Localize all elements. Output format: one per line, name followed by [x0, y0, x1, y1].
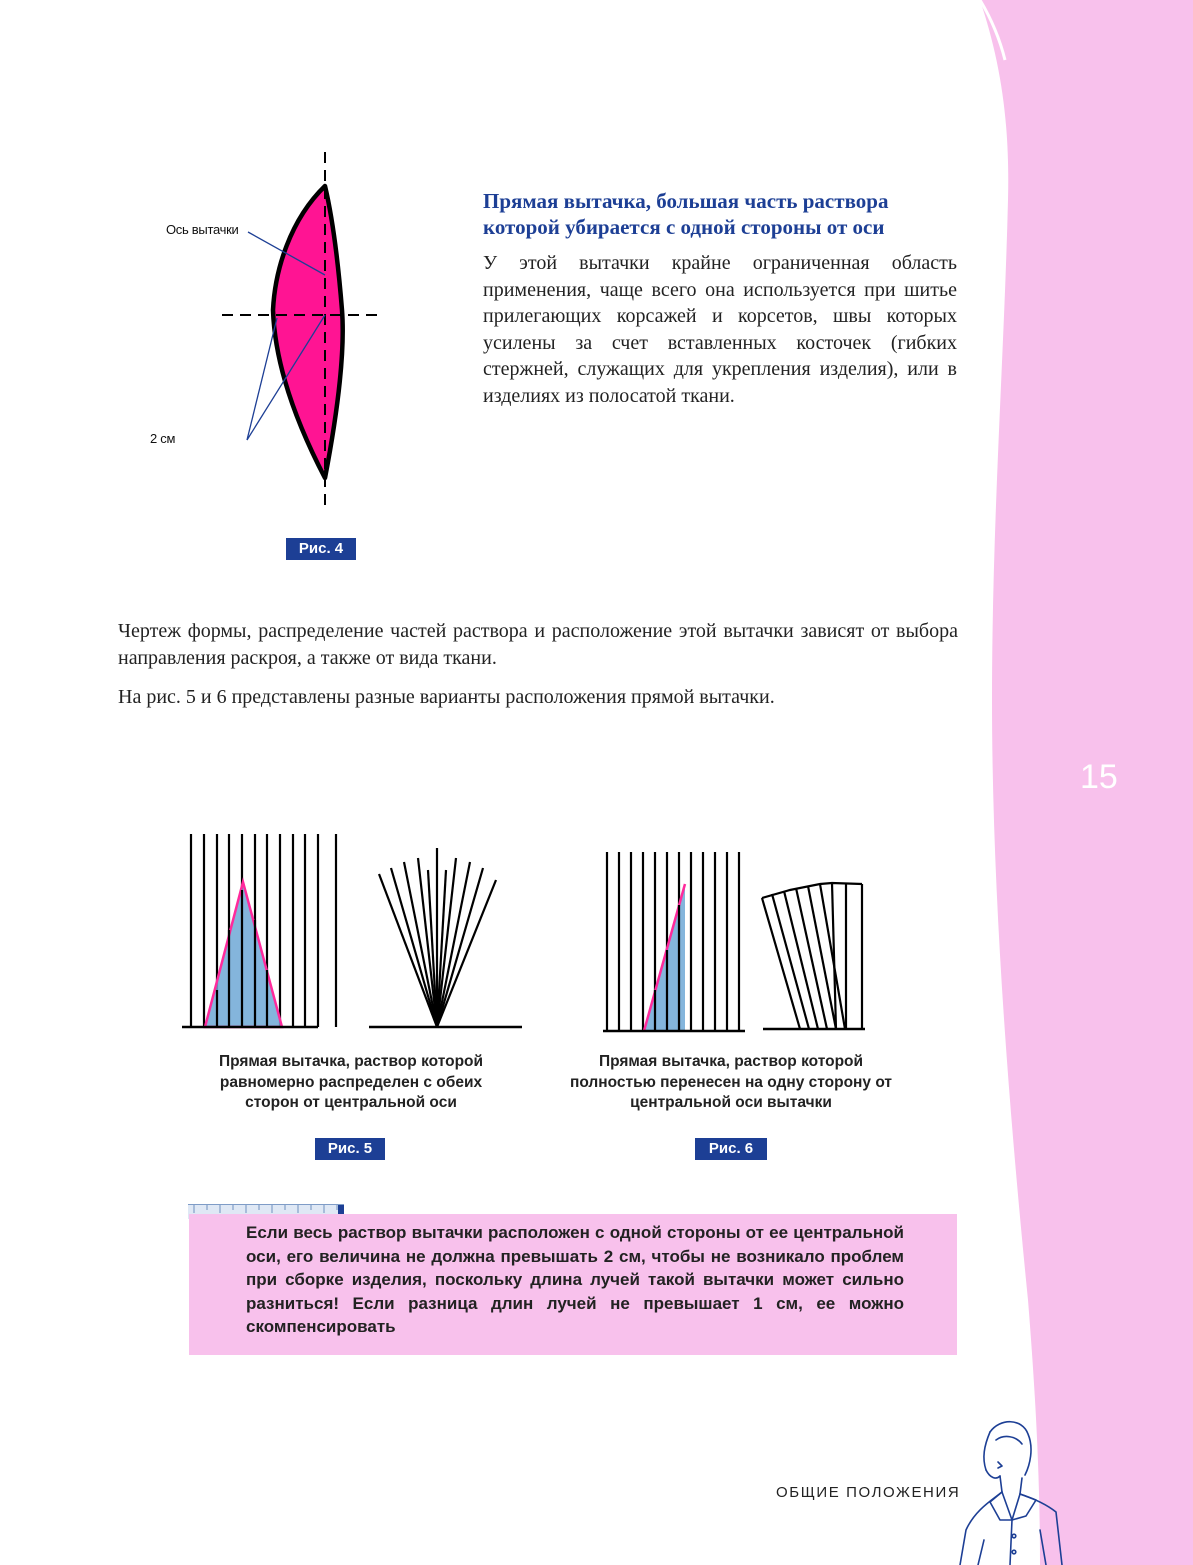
size-label: 2 см: [150, 431, 176, 446]
figure-6-drawing: [600, 845, 870, 1035]
figure-5-drawing: [180, 830, 525, 1030]
figure-4-dart-drawing: [140, 150, 400, 510]
section-body: У этой вытачки крайне ограниченная область применения, чаще всего она используется при шитье прилегающих корсажей и корсетов, швы которых усилены за счет вставленных косточек (гибких стержней, служащих для укрепления изделия), или в изделиях из полосатой ткани.: [483, 252, 957, 407]
figure-5-caption: Прямая вытачка, раствор которой равномерно распределен с обеих сторон от центральной оси: [218, 1053, 484, 1111]
axis-label: Ось вытачки: [166, 222, 239, 237]
page-number: 15: [1080, 758, 1118, 796]
section-title: Прямая вытачка, большая часть раствора которой убирается с одной стороны от оси: [483, 189, 889, 239]
paragraph-1: Чертеж формы, распределение частей раствора и расположение этой вытачки зависят от выбора направления раскроя, а также от вида ткани.: [118, 620, 958, 669]
figure-4-badge: Рис. 4: [286, 538, 356, 560]
footer-section-label: ОБЩИЕ ПОЛОЖЕНИЯ: [776, 1484, 961, 1501]
figure-6-caption: Прямая вытачка, раствор которой полностью перенесен на одну сторону от центральной оси вытачки: [569, 1053, 892, 1111]
woman-sketch-illustration: [955, 1415, 1065, 1565]
figure-5-badge: Рис. 5: [315, 1138, 385, 1160]
paragraph-2: На рис. 5 и 6 представлены разные варианты расположения прямой вытачки.: [118, 686, 775, 708]
figure-6-badge: Рис. 6: [695, 1138, 767, 1160]
note-text: Если весь раствор вытачки расположен с одной стороны от ее центральной оси, его величина не должна превышать 2 см, чтобы не возникало проблем при сборке изделия, поскольку длина лучей такой вытачки может сильно разниться! Если разница длин лучей не превышает 1 см, ее можно скомпенсировать: [246, 1223, 904, 1337]
